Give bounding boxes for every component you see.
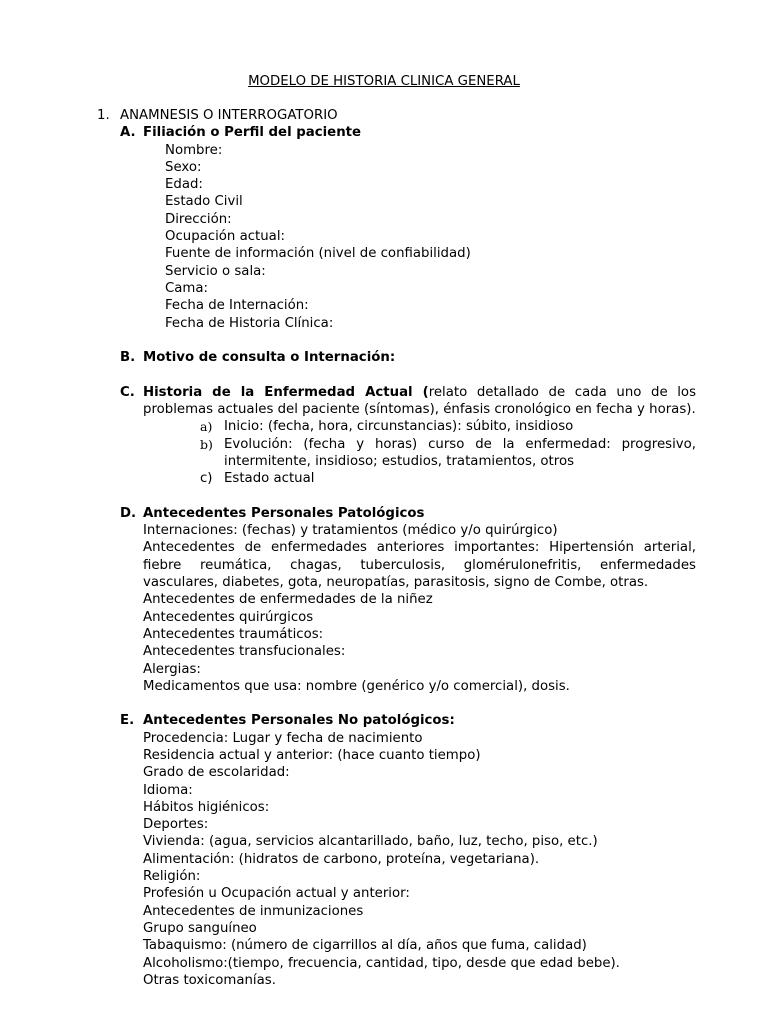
field-label: Fecha de Historia Clínica: [165, 315, 334, 331]
text-line: Profesión u Ocupación actual y anterior: [143, 886, 410, 902]
list-item [200, 470, 696, 487]
section-1-title: ANAMNESIS O INTERROGATORIO [120, 108, 338, 123]
text-line: Antecedentes de inmunizaciones [143, 903, 364, 919]
subsection-d-body [143, 522, 696, 695]
text-line: Procedencia: Lugar y fecha de nacimiento [143, 730, 423, 746]
text-line: Grupo sanguíneo [143, 920, 257, 936]
text-line: Internaciones: (fechas) y tratamientos (médico y/o quirúrgico) [143, 523, 558, 539]
list-marker: a) [200, 419, 213, 435]
subsection-e-body [143, 730, 696, 989]
subsection-d-letter: D. [120, 505, 137, 521]
subsection-c-description: relato detallado de cada uno de los problemas actuales del paciente (síntomas), énfasis cronológico en fecha y horas). [143, 384, 696, 418]
subsection-a-heading [0, 124, 768, 141]
subsection-e-letter: E. [120, 713, 135, 729]
text-line: Alcoholismo:(tiempo, frecuencia, cantidad, tipo, desde que edad bebe). [143, 955, 620, 971]
text-line: Idioma: [143, 782, 193, 798]
subsection-e-heading [0, 712, 768, 729]
field-label: Nombre: [165, 142, 223, 158]
text-line: Residencia actual y anterior: (hace cuanto tiempo) [143, 747, 481, 763]
text-line: Grado de escolaridad: [143, 765, 290, 781]
field-label: Estado Civil [165, 194, 243, 210]
field-label: Edad: [165, 177, 203, 193]
subsection-e-title: Antecedentes Personales No patológicos: [143, 713, 455, 729]
section-1-number: 1. [97, 108, 110, 123]
subsection-b-heading [0, 349, 768, 366]
subsection-b-title: Motivo de consulta o Internación: [143, 350, 396, 366]
field-label: Sexo: [165, 159, 202, 175]
subsection-c-heading [0, 384, 696, 419]
text-line: Antecedentes transfucionales: [143, 644, 346, 660]
text-line: Alergias: [143, 661, 201, 677]
subsection-c-letter: C. [120, 384, 135, 400]
list-item [200, 436, 696, 471]
field-label: Servicio o sala: [165, 263, 266, 279]
list-item [200, 418, 696, 435]
subsection-b-letter: B. [120, 350, 136, 366]
text-line: Religión: [143, 869, 201, 885]
field-label: Fuente de información (nivel de confiabilidad) [165, 246, 471, 262]
field-label: Cama: [165, 280, 209, 296]
subsection-d-title: Antecedentes Personales Patológicos [143, 505, 425, 521]
text-line: Tabaquismo: (número de cigarrillos al día, años que fuma, calidad) [143, 938, 587, 954]
text-line: Medicamentos que usa: nombre (genérico y/o comercial), dosis. [143, 678, 570, 694]
subsection-a-letter: A. [120, 125, 136, 141]
list-item-text: Estado actual [224, 471, 315, 487]
page-title: MODELO DE HISTORIA CLINICA GENERAL [248, 74, 520, 89]
patient-profile-fields [0, 142, 768, 332]
subsection-d-heading [0, 505, 768, 522]
list-marker: c) [200, 471, 213, 487]
field-label: Ocupación actual: [165, 229, 286, 245]
text-line: Otras toxicomanías. [143, 972, 276, 988]
subsection-a-title: Filiación o Perfil del paciente [143, 125, 362, 141]
subsection-c-list [200, 418, 696, 487]
text-line: Hábitos higiénicos: [143, 799, 270, 815]
text-line: Vivienda: (agua, servicios alcantarillado, baño, luz, techo, piso, etc.) [143, 834, 598, 850]
list-item-text: Inicio: (fecha, hora, circunstancias): súbito, insidioso [224, 419, 574, 435]
text-line: Alimentación: (hidratos de carbono, proteína, vegetariana). [143, 851, 540, 867]
list-marker: b) [200, 436, 213, 452]
text-line: Antecedentes traumáticos: [143, 626, 324, 642]
list-item-text: Evolución: (fecha y horas) curso de la enfermedad: progresivo, intermitente, insidioso; estudios, tratamientos, otros [224, 436, 696, 469]
section-1-heading [0, 107, 768, 124]
text-paragraph: Antecedentes de enfermedades anteriores importantes: Hipertensión arterial, fiebre reumática, chagas, tuberculosis, glomérulonefritis, enfermedades vasculares, diabetes, gota, neuropatías, parasitosis, signo de Combe, otras. [143, 540, 696, 591]
text-line: Antecedentes quirúrgicos [143, 609, 314, 625]
text-line: Deportes: [143, 817, 209, 833]
field-label: Fecha de Internación: [165, 298, 309, 314]
field-label: Dirección: [165, 211, 232, 227]
document-body [0, 107, 768, 989]
subsection-c-title: Historia de la Enfermedad Actual ( [143, 384, 429, 400]
text-line: Antecedentes de enfermedades de la niñez [143, 592, 433, 608]
